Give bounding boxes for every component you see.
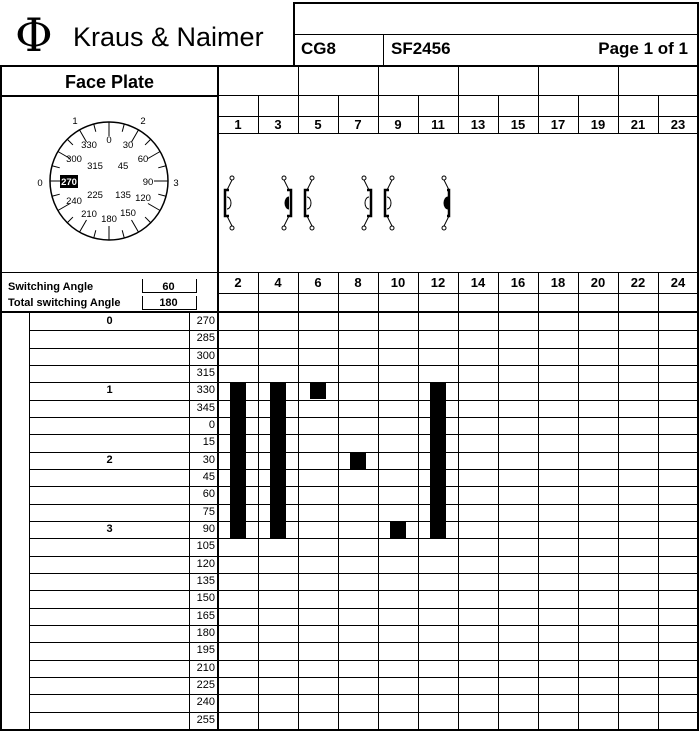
switching-angle-value: 60 xyxy=(162,281,175,293)
dial-tick xyxy=(148,204,160,211)
angle-label: 180 xyxy=(196,627,215,639)
dial-angle-label: 210 xyxy=(81,209,97,220)
terminal-label-top: 11 xyxy=(431,117,445,132)
frame-line xyxy=(0,65,2,731)
dial-angle-label: 300 xyxy=(66,154,82,165)
angle-label: 315 xyxy=(196,367,215,379)
dial-tick xyxy=(67,139,73,145)
terminal-label-top: 21 xyxy=(630,117,646,132)
dial-angle-label: 225 xyxy=(87,190,103,201)
position-label: 1 xyxy=(106,384,113,396)
angle-label: 90 xyxy=(202,523,215,535)
company-name: Kraus & Naimer xyxy=(73,22,264,52)
terminal-label-top: 9 xyxy=(394,117,402,132)
row-line xyxy=(29,486,699,487)
angle-label: 345 xyxy=(196,402,215,414)
row-line xyxy=(29,538,699,539)
angle-label: 330 xyxy=(196,384,215,396)
row-line xyxy=(29,348,699,349)
angle-label: 195 xyxy=(196,644,215,656)
dial-tick xyxy=(132,220,139,232)
terminal-label-top: 5 xyxy=(314,117,322,132)
terminal-label-bottom: 2 xyxy=(234,275,242,290)
frame-line xyxy=(0,95,218,97)
dial-angle-label: 180 xyxy=(101,214,117,225)
angle-label: 285 xyxy=(196,332,215,344)
row-line xyxy=(29,590,699,591)
row-line xyxy=(29,434,699,435)
angle-label: 60 xyxy=(202,488,215,500)
dial-tick xyxy=(67,217,73,223)
frame-line xyxy=(298,65,299,95)
angle-label: 165 xyxy=(196,610,215,622)
terminal-label-bottom: 16 xyxy=(510,275,526,290)
dial-angle-label: 30 xyxy=(122,140,134,151)
terminal-label-top: 17 xyxy=(550,117,566,132)
frame-line xyxy=(618,65,619,95)
contact-closed-bar xyxy=(230,383,246,538)
frame-line xyxy=(217,65,219,731)
terminal-label-top: 15 xyxy=(510,117,526,132)
terminal-label-bottom: 12 xyxy=(430,275,446,290)
dial-angle-label: 240 xyxy=(66,196,82,207)
terminal-label-top: 23 xyxy=(670,117,686,132)
dial-tick xyxy=(52,194,60,196)
dial-angle-label: 315 xyxy=(87,161,103,172)
angle-label: 120 xyxy=(196,558,215,570)
angle-label: 150 xyxy=(196,592,215,604)
frame-line xyxy=(538,65,539,95)
row-line xyxy=(29,573,699,574)
dial-angle-label: 330 xyxy=(81,140,97,151)
angle-label: 30 xyxy=(202,454,215,466)
dial-angle-label: 120 xyxy=(135,193,151,204)
row-line xyxy=(29,521,699,522)
angle-label: 225 xyxy=(196,679,215,691)
dial-position-label: 1 xyxy=(72,116,78,127)
dial-angle-label: 90 xyxy=(142,177,154,188)
frame-line xyxy=(293,2,699,4)
frame-line xyxy=(0,311,699,313)
contact-closed-bar xyxy=(350,453,366,469)
dial-angle-label: 45 xyxy=(117,161,129,172)
angle-label: 15 xyxy=(202,436,215,448)
terminal-label-top: 1 xyxy=(234,117,242,132)
angle-label: 0 xyxy=(208,419,215,431)
dial-angle-label: 150 xyxy=(120,208,136,219)
contact-symbols xyxy=(218,132,698,272)
angle-label: 45 xyxy=(202,471,215,483)
position-label: 0 xyxy=(106,315,113,327)
dial-angle-label: 60 xyxy=(137,154,149,165)
frame-line xyxy=(0,272,218,273)
row-line xyxy=(29,642,699,643)
row-line xyxy=(29,625,699,626)
row-line xyxy=(29,608,699,609)
terminal-label-top: 3 xyxy=(274,117,282,132)
position-label: 2 xyxy=(106,454,113,466)
dial-position-label: 3 xyxy=(173,178,179,189)
angle-label: 270 xyxy=(196,315,215,327)
terminal-label-bottom: 6 xyxy=(314,275,322,290)
logo-symbol: Φ xyxy=(15,8,53,62)
terminal-label-bottom: 22 xyxy=(630,275,646,290)
row-line xyxy=(29,469,699,470)
dial-tick xyxy=(52,166,60,168)
dial-tick xyxy=(94,124,96,132)
dial-angle-label: 270 xyxy=(61,177,77,188)
frame-line xyxy=(458,65,459,95)
terminal-label-top: 7 xyxy=(354,117,362,132)
row-line xyxy=(29,504,699,505)
dial-position-label: 0 xyxy=(37,178,43,189)
face-plate-dial xyxy=(0,97,217,272)
angle-label: 75 xyxy=(202,506,215,518)
angle-label: 210 xyxy=(196,662,215,674)
terminal-label-bottom: 14 xyxy=(470,275,486,290)
frame-line xyxy=(378,65,379,95)
dial-tick xyxy=(158,194,166,196)
dial-tick xyxy=(122,230,124,238)
dial-tick xyxy=(145,139,151,145)
total-switching-angle-value: 180 xyxy=(159,297,178,309)
frame-line xyxy=(383,34,384,65)
angle-label: 255 xyxy=(196,714,215,726)
contact-closed-bar xyxy=(270,383,286,538)
position-label: 3 xyxy=(106,523,113,535)
contact-closed-bar xyxy=(430,383,446,538)
terminal-label-bottom: 4 xyxy=(274,275,282,290)
terminal-label-bottom: 24 xyxy=(670,275,686,290)
dial-angle-label: 135 xyxy=(115,190,131,201)
row-line xyxy=(29,694,699,695)
dial-angle-label: 0 xyxy=(106,135,112,146)
row-line xyxy=(29,365,699,366)
face-plate-title: Face Plate xyxy=(64,72,155,92)
page-indicator: Page 1 of 1 xyxy=(598,39,688,58)
angle-label: 135 xyxy=(196,575,215,587)
terminal-label-bottom: 10 xyxy=(390,275,406,290)
model-code: CG8 xyxy=(301,39,336,58)
row-line xyxy=(29,556,699,557)
contact-closed-bar xyxy=(310,383,326,399)
terminal-label-top: 19 xyxy=(590,117,606,132)
frame-line xyxy=(293,34,699,35)
total-switching-angle-label: Total switching Angle xyxy=(8,297,121,309)
angle-label: 240 xyxy=(196,696,215,708)
dial-tick xyxy=(94,230,96,238)
dial-tick xyxy=(148,152,160,159)
row-line xyxy=(29,417,699,418)
dial-tick xyxy=(158,166,166,168)
angle-label: 105 xyxy=(196,540,215,552)
switching-angle-label: Switching Angle xyxy=(8,281,94,293)
dial-tick xyxy=(80,220,87,232)
row-line xyxy=(29,382,699,383)
contact-closed-bar xyxy=(390,522,406,538)
terminal-label-bottom: 20 xyxy=(590,275,606,290)
dial-tick xyxy=(145,217,151,223)
row-line xyxy=(29,677,699,678)
dial-tick xyxy=(122,124,124,132)
row-line xyxy=(29,712,699,713)
row-line xyxy=(29,400,699,401)
terminal-label-bottom: 18 xyxy=(550,275,566,290)
terminal-label-top: 13 xyxy=(470,117,486,132)
frame-line xyxy=(218,133,699,134)
row-line xyxy=(29,330,699,331)
angle-label: 300 xyxy=(196,350,215,362)
terminal-label-bottom: 8 xyxy=(354,275,362,290)
dial-position-label: 2 xyxy=(140,116,146,127)
row-line xyxy=(29,660,699,661)
program-code: SF2456 xyxy=(391,39,451,58)
frame-line xyxy=(0,65,699,67)
